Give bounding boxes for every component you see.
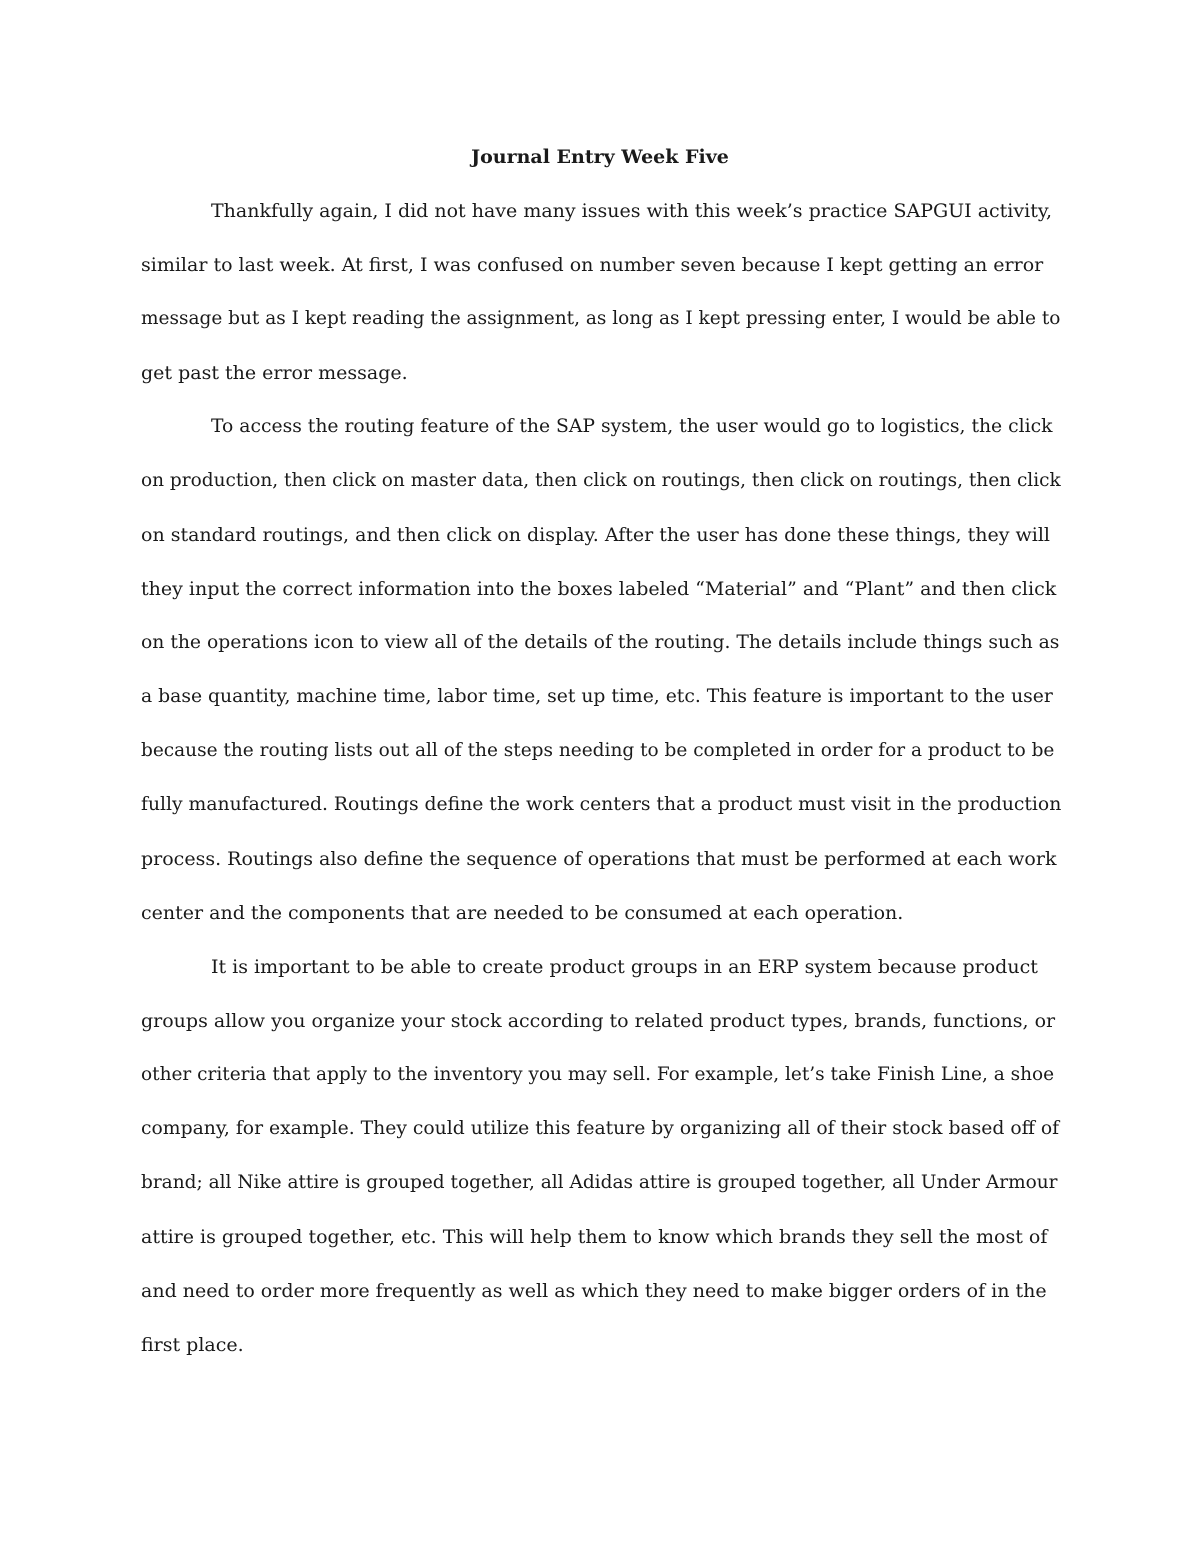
paragraph-3-line-7: and need to order more frequently as well as which they need to make bigger orders of in the	[141, 1280, 1047, 1302]
paragraph-1-line-1: Thankfully again, I did not have many issues with this week’s practice SAPGUI activity,	[211, 200, 1053, 222]
paragraph-2-line-8: fully manufactured. Routings define the work centers that a product must visit in the production	[141, 794, 1062, 815]
paragraph-3-line-6: attire is grouped together, etc. This will help them to know which brands they sell the most of	[141, 1226, 1048, 1248]
paragraph-1-line-4: get past the error message.	[141, 362, 408, 384]
paragraph-3-line-4: company, for example. They could utilize this feature by organizing all of their stock based off of	[141, 1118, 1060, 1139]
paragraph-2-line-6: a base quantity, machine time, labor time, set up time, etc. This feature is important to the user	[141, 686, 1053, 707]
paragraph-3-line-3: other criteria that apply to the inventory you may sell. For example, let’s take Finish Line, a shoe	[141, 1064, 1055, 1085]
paragraph-3-line-8: first place.	[141, 1334, 244, 1356]
paragraph-1-line-3: message but as I kept reading the assignment, as long as I kept pressing enter, I would be able to	[141, 308, 1061, 329]
paragraph-3-line-1: It is important to be able to create product groups in an ERP system because product	[211, 956, 1038, 978]
paragraph-2-line-3: on standard routings, and then click on display. After the user has done these things, they will	[141, 524, 1050, 546]
paragraph-2-line-5: on the operations icon to view all of the details of the routing. The details include things such as	[141, 632, 1060, 653]
paragraph-2-line-2: on production, then click on master data, then click on routings, then click on routings, then click	[141, 470, 1061, 491]
paragraph-2-line-9: process. Routings also define the sequence of operations that must be performed at each work	[141, 848, 1057, 870]
paragraph-1-line-2: similar to last week. At first, I was confused on number seven because I kept getting an error	[141, 254, 1044, 276]
paragraph-2-line-4: they input the correct information into the boxes labeled “Material” and “Plant” and then click	[141, 578, 1057, 600]
paragraph-2-line-10: center and the components that are needed to be consumed at each operation.	[141, 902, 904, 924]
paragraph-3-line-5: brand; all Nike attire is grouped together, all Adidas attire is grouped together, all Under Armour	[141, 1172, 1058, 1193]
paragraph-3-line-2: groups allow you organize your stock according to related product types, brands, functions, or	[141, 1010, 1056, 1032]
paragraph-2-line-1: To access the routing feature of the SAP system, the user would go to logistics, the click	[211, 416, 1053, 437]
document-title: Journal Entry Week Five	[471, 146, 729, 168]
paragraph-2-line-7: because the routing lists out all of the steps needing to be completed in order for a product to be	[141, 740, 1055, 761]
